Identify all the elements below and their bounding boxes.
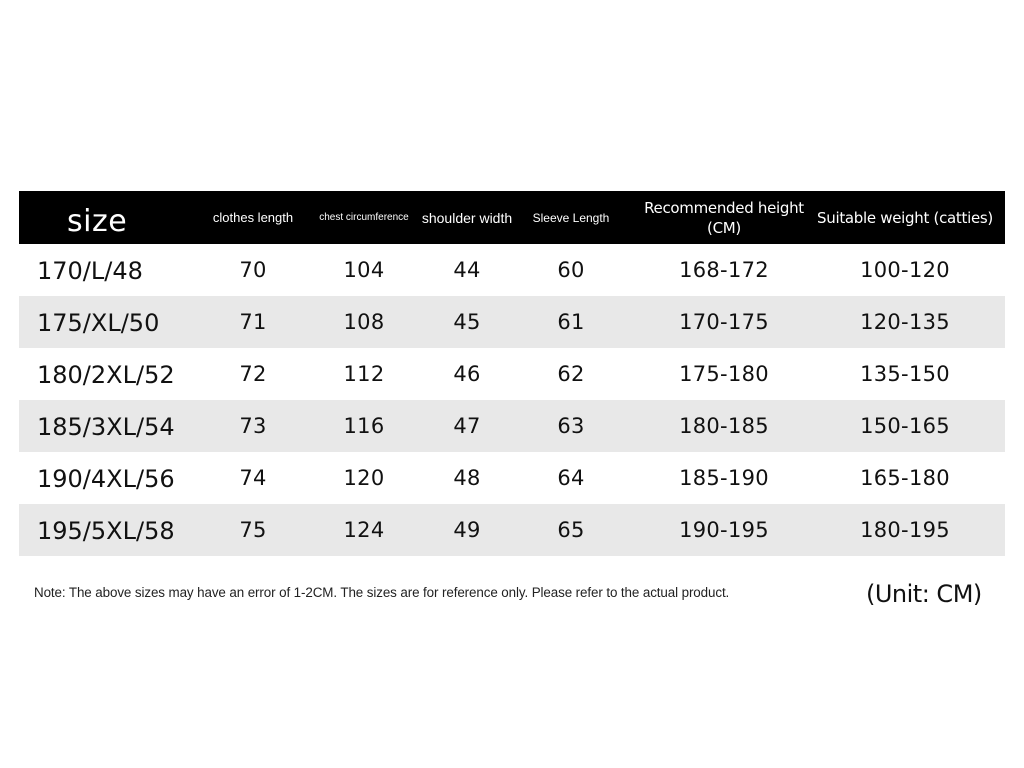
header-suitable-weight: Suitable weight (catties) xyxy=(817,208,993,227)
clothes-length-cell: 72 xyxy=(239,362,267,386)
weight-cell: 180-195 xyxy=(860,518,950,542)
size-cell: 170/L/48 xyxy=(37,257,143,285)
weight-cell: 135-150 xyxy=(860,362,950,386)
shoulder-cell: 45 xyxy=(453,310,481,334)
size-cell: 180/2XL/52 xyxy=(37,361,175,389)
size-cell: 195/5XL/58 xyxy=(37,517,175,545)
sleeve-cell: 65 xyxy=(557,518,585,542)
sleeve-cell: 62 xyxy=(557,362,585,386)
table-row xyxy=(19,504,1005,556)
sleeve-cell: 61 xyxy=(557,310,585,334)
sleeve-cell: 63 xyxy=(557,414,585,438)
table-row xyxy=(19,400,1005,452)
size-cell: 185/3XL/54 xyxy=(37,413,175,441)
chest-cell: 120 xyxy=(343,466,385,490)
header-shoulder-width: shoulder width xyxy=(421,209,513,226)
size-cell: 175/XL/50 xyxy=(37,309,160,337)
header-chest-circumference: chest circumference xyxy=(319,212,409,223)
height-cell: 185-190 xyxy=(679,466,769,490)
height-cell: 180-185 xyxy=(679,414,769,438)
shoulder-cell: 49 xyxy=(453,518,481,542)
chest-cell: 116 xyxy=(343,414,385,438)
shoulder-cell: 47 xyxy=(453,414,481,438)
sleeve-cell: 60 xyxy=(557,258,585,282)
clothes-length-cell: 73 xyxy=(239,414,267,438)
shoulder-cell: 46 xyxy=(453,362,481,386)
header-sleeve-length: Sleeve Length xyxy=(532,210,610,225)
shoulder-cell: 48 xyxy=(453,466,481,490)
table-row xyxy=(19,348,1005,400)
size-chart-table xyxy=(19,191,1005,556)
chest-cell: 124 xyxy=(343,518,385,542)
sleeve-cell: 64 xyxy=(557,466,585,490)
header-recommended-height: Recommended height (CM) xyxy=(644,198,804,237)
size-cell: 190/4XL/56 xyxy=(37,465,175,493)
unit-label: (Unit: CM) xyxy=(866,580,982,608)
height-cell: 175-180 xyxy=(679,362,769,386)
clothes-length-cell: 74 xyxy=(239,466,267,490)
height-cell: 168-172 xyxy=(679,258,769,282)
height-cell: 190-195 xyxy=(679,518,769,542)
clothes-length-cell: 75 xyxy=(239,518,267,542)
weight-cell: 100-120 xyxy=(860,258,950,282)
chest-cell: 104 xyxy=(343,258,385,282)
table-row xyxy=(19,244,1005,296)
weight-cell: 120-135 xyxy=(860,310,950,334)
table-row xyxy=(19,296,1005,348)
size-note: Note: The above sizes may have an error of 1-2CM. The sizes are for reference only. Please refer to the actual product. xyxy=(34,585,730,600)
header-clothes-length: clothes length xyxy=(212,209,294,225)
chest-cell: 108 xyxy=(343,310,385,334)
height-cell: 170-175 xyxy=(679,310,769,334)
header-size: size xyxy=(67,203,128,239)
clothes-length-cell: 70 xyxy=(239,258,267,282)
table-row xyxy=(19,452,1005,504)
shoulder-cell: 44 xyxy=(453,258,481,282)
chest-cell: 112 xyxy=(343,362,385,386)
weight-cell: 150-165 xyxy=(860,414,950,438)
clothes-length-cell: 71 xyxy=(239,310,267,334)
weight-cell: 165-180 xyxy=(860,466,950,490)
table-header-row xyxy=(19,191,1005,244)
